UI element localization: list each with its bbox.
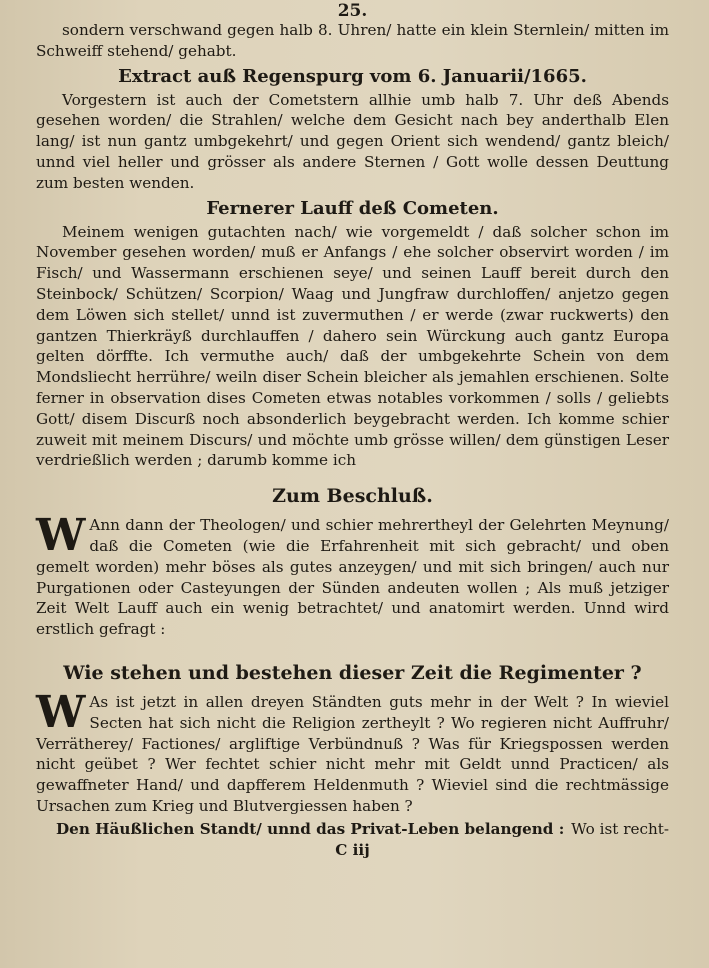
beschluss-text: Ann dann der Theologen/ und schier mehrertheyl der Gelehrten Meynung/ daß die Cometen (wie die Erfahrenheit mit sich gebracht/ und oben gemelt worden) mehr böses als gutes anzeygen/ und mit sich bringen/ auch nur Purgationen oder Casteyungen der Sünden andeuten wollen ; Als muß jetziger Zeit Welt Lauff auch ein wenig betrachtet/ und anatomirt werden. Unnd wird erstlich gefragt : [36,516,669,639]
regimenter-paragraph [36,686,669,817]
regimenter-text: As ist jetzt in allen dreyen Ständten guts mehr in der Welt ? In wieviel Secten hat sich nicht die Religion zertheylt ? Wo regieren nicht Auffruhr/ Verrätherey/ Factiones/ argliftige Verbündnuß ? Was für Kriegspossen werden nicht geübet ? Wer fechtet schier nicht mehr mit Geldt unnd Practicen/ als gewaffneter Hand/ und dapfferem Heldenmuth ? Wieviel sind die rechtmässige Ursachen zum Krieg und Blutvergiessen haben ? [36,692,669,815]
beschluss-paragraph [36,510,669,640]
drop-cap-w: W [36,510,86,562]
intro-paragraph: sondern verschwand gegen halb 8. Uhren/ hatte ein klein Sternlein/ mitten im Schweiff stehend/ gehabt. [36,21,669,60]
extract-heading: Extract auß Regenspurg vom 6. Januarii/1665. [118,65,587,87]
section-heading-beschluss: Zum Beschluß. [272,485,433,508]
closing-line: Den Häußlichen Standt/ unnd das Privat-Leben belangend : [56,819,565,838]
drop-cap-w-second: W [36,686,86,738]
section-heading-regimenter: Wie stehen und bestehen dieser Zeit die Regimenter ? [63,661,642,684]
page-number: 25. [337,1,368,21]
catchword: Wo ist recht- [571,819,669,838]
section-heading-lauff: Fernerer Lauff deß Cometen. [206,197,499,219]
signature-mark: C iij [335,840,370,859]
closing-row [36,819,669,840]
lauff-paragraph: Meinem wenigen gutachten nach/ wie vorgemeldt / daß solcher schon im November gesehen worden/ muß er Anfangs / ehe solcher observirt worden / im Fisch/ und Wassermann erschienen seye/ und seinen Lauff bereit durch den Steinbock/ Schützen/ Scorpion/ Waag und Jungfraw durchloffen/ anjetzo gegen dem Löwen sich stellet/ unnd ist zuvermuthen / er werde (zwar ruckwerts) den gantzen Thierkräyß durchlauffen / dahero sein Würckung auch gantz Europa gelten dörffte. Ich vermuthe auch/ daß der umbgekehrte Schein von dem Mondsliecht herrühre/ weiln diser Schein bleicher als jemahlen erschienen. Solte ferner in observation dises Cometen etwas notables vorkommen / solls / geliebts Gott/ disem Discurß noch absonderlich beygebracht werden. Ich komme schier zuweit mit meinem Discurs/ und möchte umb grösse willen/ dem günstigen Leser verdrießlich werden ; darumb komme ich [36,222,669,470]
extract-paragraph: Vorgestern ist auch der Cometstern allhie umb halb 7. Uhr deß Abends gesehen worden/ die Strahlen/ welche dem Gesicht nach bey anderthalb Elen lang/ ist nun gantz umbgekehrt/ und gegen Orient sich wendend/ gantz bleich/ unnd viel heller und grösser als andere Sternen / Gott wolle dessen Deuttung zum besten wenden. [36,90,669,192]
